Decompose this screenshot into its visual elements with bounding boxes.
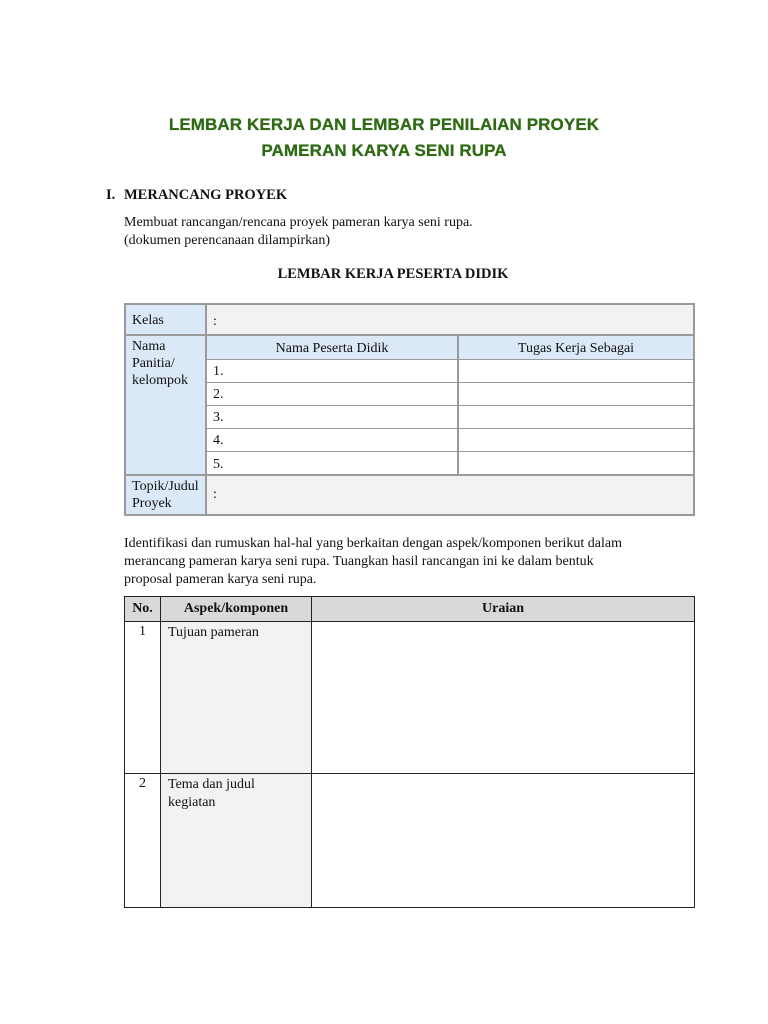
aspect-line2: kegiatan [168, 795, 216, 810]
instruction-text [124, 535, 684, 589]
col-header-nama: Nama Peserta Didik [207, 336, 459, 360]
aspect-table [124, 596, 695, 908]
instruction-line1: Identifikasi dan rumuskan hal-hal yang berkaitan dengan aspek/komponen berikut dalam [124, 536, 623, 551]
instruction-line3: proposal pameran karya seni rupa. [124, 572, 317, 587]
group-table [124, 303, 695, 516]
member-role-cell[interactable] [459, 452, 693, 476]
uraian-cell[interactable] [312, 774, 694, 907]
instruction-line2: merancang pameran karya seni rupa. Tuangkan hasil rancangan ini ke dalam bentuk [124, 554, 594, 569]
section-description-line2: (dokumen perencanaan dilampirkan) [124, 233, 331, 248]
section-heading [106, 187, 287, 204]
worksheet-title: LEMBAR KERJA PESERTA DIDIK [277, 266, 509, 282]
panitia-label-line2: Panitia/ [132, 356, 175, 371]
topik-label-line1: Topik/Judul [132, 479, 199, 494]
header-uraian: Uraian [312, 597, 694, 622]
member-name-cell[interactable]: 3. [207, 406, 459, 429]
aspect-cell [161, 774, 312, 907]
topik-label-line2: Proyek [132, 496, 172, 511]
section-title: MERANCANG PROYEK [124, 187, 288, 203]
row-number: 1 [125, 622, 161, 774]
member-role-cell[interactable] [459, 406, 693, 429]
member-name-cell[interactable]: 2. [207, 383, 459, 406]
col-header-tugas: Tugas Kerja Sebagai [459, 336, 693, 360]
document-title-line2: PAMERAN KARYA SENI RUPA [261, 141, 507, 160]
member-role-cell[interactable] [459, 360, 693, 383]
member-name-cell[interactable]: 4. [207, 429, 459, 452]
document-title-line1: LEMBAR KERJA DAN LEMBAR PENILAIAN PROYEK [168, 115, 600, 134]
aspect-cell [161, 622, 312, 774]
member-role-cell[interactable] [459, 429, 693, 452]
panitia-label-line3: kelompok [132, 373, 188, 388]
member-role-cell[interactable] [459, 383, 693, 406]
panitia-label-line1: Nama [132, 339, 166, 354]
panitia-label [126, 336, 207, 476]
member-name-cell[interactable]: 1. [207, 360, 459, 383]
topik-label [126, 476, 207, 514]
section-description [124, 214, 473, 250]
row-number: 2 [125, 774, 161, 907]
kelas-label: Kelas [126, 305, 207, 336]
topik-field[interactable]: : [207, 476, 693, 514]
uraian-cell[interactable] [312, 622, 694, 774]
aspect-line1: Tujuan pameran [168, 625, 259, 640]
aspect-line1: Tema dan judul [168, 777, 255, 792]
header-aspek: Aspek/komponen [161, 597, 312, 622]
section-description-line1: Membuat rancangan/rencana proyek pameran karya seni rupa. [124, 215, 473, 230]
header-no: No. [125, 597, 161, 622]
section-number: I. [106, 187, 116, 203]
member-name-cell[interactable]: 5. [207, 452, 459, 476]
kelas-field[interactable]: : [207, 305, 693, 336]
